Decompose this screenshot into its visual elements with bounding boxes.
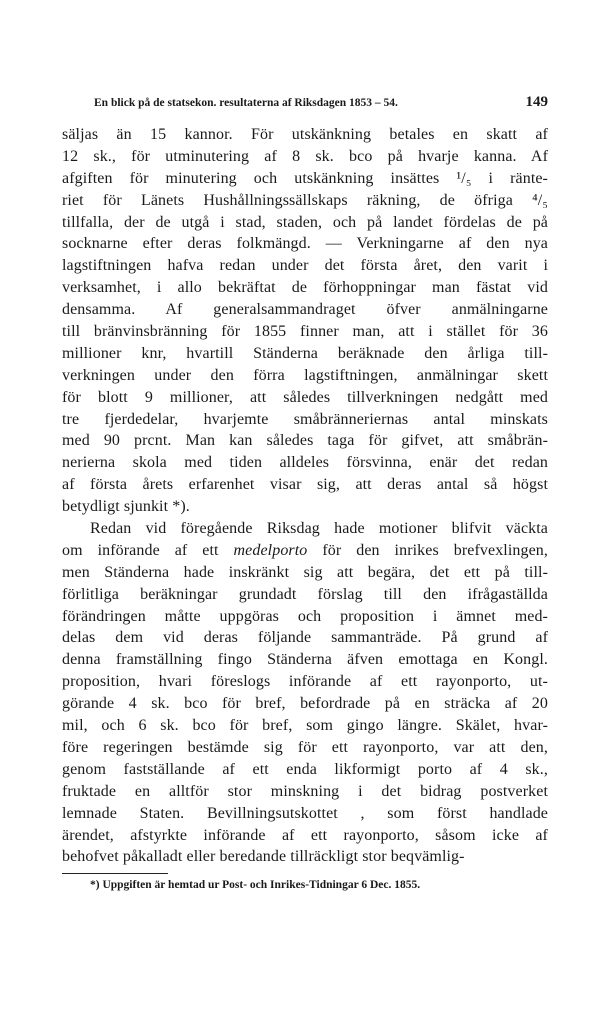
text-line: förlitliga beräkningar grundadt förslag till den ifrågaställda [62, 585, 548, 603]
text-line: lagstiftningen hafva redan under det första året, den varit i [62, 257, 548, 275]
text-line: socknarne efter deras folkmängd. — Verkningarne af den nya [62, 235, 548, 253]
text-line: genom fastställande af ett enda likformigt porto af 4 sk., [62, 760, 548, 778]
text-line: Redan vid föregående Riksdag hade motioner blifvit väckta [90, 520, 548, 538]
footnote-rule [62, 873, 168, 874]
text-line: för blott 9 millioner, att således tillverkningen nedgått med [62, 388, 548, 406]
text-line: tre fjerdedelar, hvarjemte småbränneriernas antal minskats [62, 410, 548, 428]
running-title: En blick på de statsekon. resultaterna af Riksdagen 1853 – 54. [94, 97, 398, 109]
body-text [62, 124, 548, 868]
text-line: före regeringen bestämde sig för ett rayonporto, var att den, [62, 738, 548, 756]
text-line: verkningen under den förra lagstiftningen, anmälningar skett [62, 366, 548, 384]
text-line: 12 sk., för utminutering af 8 sk. bco på hvarje kanna. Af [62, 147, 548, 165]
text-line: af första årets erfarenhet visar sig, att deras antal så högst [62, 476, 548, 494]
text-line: nerierna skola med tiden alldeles försvinna, enär det redan [62, 454, 548, 472]
text-line: om införande af ett medelporto för den inrikes brefvexlingen, [62, 541, 548, 559]
text-line: millioner knr, hvartill Ständerna beräknade den årliga till- [62, 344, 548, 362]
text-line: betydligt sjunkit *). [62, 498, 190, 516]
text-line: verksamhet, i allo bekräftat de förhoppningar man fästat vid [62, 279, 548, 297]
text-line: men Ständerna hade inskränkt sig att begära, det ett på till- [62, 563, 548, 581]
text-line: till bränvinsbränning för 1855 finner man, att i stället för 36 [62, 323, 548, 341]
text-line: förändringen måtte uppgöras och proposition i ämnet med- [62, 607, 548, 625]
text-line: mil, och 6 sk. bco för bref, som gingo längre. Skälet, hvar- [62, 717, 548, 735]
footnote: *) Uppgiften är hemtad ur Post- och Inrikes-Tidningar 6 Dec. 1855. [90, 879, 421, 891]
text-line: fruktade en alltför stor minskning i det bidrag postverket [62, 782, 548, 800]
page-number: 149 [525, 94, 548, 110]
text-line: med 90 prcnt. Man kan således taga för gifvet, att småbrän- [62, 432, 548, 450]
text-line: riet för Länets Hushållningssällskaps räkning, de öfriga ⁴/₅ [62, 191, 548, 209]
text-line: proposition, hvari föreslogs införande af ett rayonporto, ut- [62, 673, 548, 691]
text-line: afgiften för minutering och utskänkning insättes ¹/₅ i ränte- [62, 169, 548, 187]
text-line: tillfalla, der de utgå i stad, staden, och på landet fördelas de på [62, 213, 548, 231]
text-line: denna framställning fingo Ständerna äfven emottaga en Kongl. [62, 651, 548, 669]
text-line: lemnade Staten. Bevillningsutskottet , som först handlade [62, 804, 548, 822]
text-line: görande 4 sk. bco för bref, befordrade på en sträcka af 20 [62, 695, 548, 713]
text-line: delas dem vid deras följande sammanträde. På grund af [62, 629, 548, 647]
text-line: behofvet påkalladt eller beredande tillräckligt stor beqvämlig- [62, 848, 465, 866]
text-line: densamma. Af generalsammandraget öfver anmälningarne [62, 301, 548, 319]
text-line: säljas än 15 kannor. För utskänkning betales en skatt af [62, 126, 548, 143]
text-line: ärendet, afstyrkte införande af ett rayonporto, såsom icke af [62, 826, 548, 844]
emphasis: medelporto [233, 541, 308, 559]
running-header [94, 94, 548, 111]
